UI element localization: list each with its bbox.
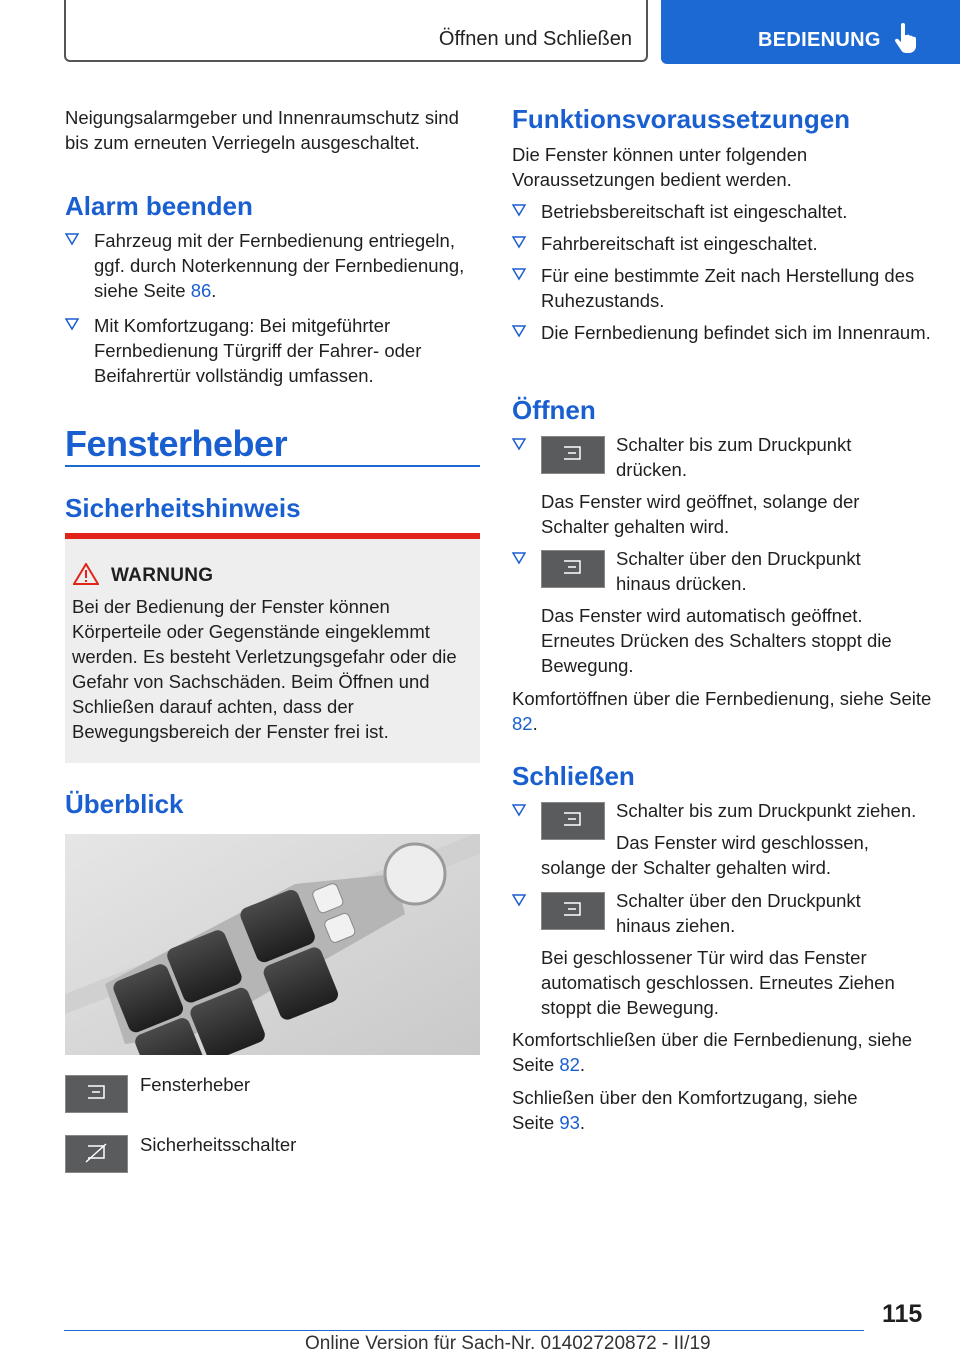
window-switch-icon (541, 550, 605, 588)
section-tab (661, 0, 960, 64)
triangle-bullet-icon (512, 235, 526, 249)
open-step-2: Schalter über den Druckpunkt hinaus drücken. (616, 548, 861, 594)
window-switch-photo (65, 834, 480, 1055)
chapter-heading: Fensterheber (65, 423, 288, 464)
page-link-93[interactable]: 93 (559, 1112, 580, 1133)
warning-title: WARNUNG (111, 565, 214, 586)
section-label: BEDIENUNG (758, 29, 881, 51)
window-switch-icon (541, 892, 605, 930)
chapter-header (64, 0, 648, 62)
triangle-bullet-icon (65, 317, 79, 331)
warning-triangle-icon (73, 563, 99, 585)
requirement-text: Für eine bestimmte Zeit nach Herstellung des Ruhezustands. (541, 265, 915, 311)
pointing-hand-icon (893, 23, 919, 53)
close-step-2-description: Bei geschlossener Tür wird das Fenster automatisch geschlossen. Erneutes Ziehen stoppt die Bewegung. (541, 947, 895, 1018)
warning-text: Bei der Bedienung der Fenster können Körperteile oder Gegenstände eingeklemmt werden. Es besteht Verletzungsgefahr oder die Gefahr von Sachschäden. Beim Öffnen und Schließen darauf achten, dass der Bewegungsbereich der Fenster frei ist. (72, 596, 457, 742)
requirement-item (512, 199, 941, 224)
triangle-bullet-icon (512, 437, 526, 451)
requirement-text: Betriebsbereitschaft ist eingeschaltet. (541, 201, 848, 222)
window-switch-icon (65, 1075, 128, 1113)
intro-paragraph: Neigungsalarmgeber und Innenraumschutz sind bis zum erneuten Verriegeln ausgeschaltet. (65, 107, 459, 153)
open-heading: Öffnen (512, 395, 596, 425)
requirement-item (512, 320, 941, 345)
safety-switch-icon (65, 1135, 128, 1173)
page-number: 115 (882, 1300, 923, 1328)
legend-window-lifter: Fensterheber (140, 1074, 251, 1095)
safety-heading: Sicherheitshinweis (65, 493, 301, 523)
comfort-open-note: Komfortöffnen über die Fernbedienung, siehe Seite 82. (512, 688, 932, 734)
alarm-step-1 (65, 228, 480, 303)
window-switch-icon (541, 436, 605, 474)
heading-rule (65, 465, 480, 467)
functional-requirements-heading: Funktionsvoraussetzungen (512, 104, 851, 134)
chapter-title: Öffnen und Schließen (438, 28, 632, 50)
requirement-item (512, 263, 941, 313)
functional-requirements-intro: Die Fenster können unter folgenden Voraussetzungen bedient werden. (512, 144, 808, 190)
alarm-step-1-text: Fahrzeug mit der Fernbedienung entriegeln, ggf. durch Noterkennung der Fernbedienung, siehe Seite (94, 230, 465, 301)
close-step-1: Schalter bis zum Druckpunkt ziehen. (616, 800, 917, 821)
page-link-82[interactable]: 82 (512, 713, 533, 734)
legend-safety-switch: Sicherheitsschalter (140, 1134, 297, 1155)
triangle-bullet-icon (512, 551, 526, 565)
comfort-close-note: Komfortschließen über die Fernbedienung, siehe Seite 82. (512, 1029, 913, 1075)
triangle-bullet-icon (512, 893, 526, 907)
open-step-2-description: Das Fenster wird automatisch geöffnet. Erneutes Drücken des Schalters stoppt die Bewegung. (541, 605, 892, 676)
page-link-86[interactable]: 86 (190, 280, 212, 301)
warning-box (65, 533, 480, 763)
requirement-text: Fahrbereitschaft ist eingeschaltet. (541, 233, 818, 254)
triangle-bullet-icon (512, 324, 526, 338)
requirement-text: Die Fernbedienung befindet sich im Innenraum. (541, 322, 931, 343)
open-step-1-description: Das Fenster wird geöffnet, solange der Schalter gehalten wird. (541, 491, 860, 537)
alarm-step-1-period: . (211, 280, 217, 301)
overview-heading: Überblick (65, 789, 184, 819)
alarm-step-2 (65, 313, 480, 388)
requirement-item (512, 231, 941, 256)
window-switch-panel-image (65, 834, 480, 1055)
close-heading: Schließen (512, 761, 635, 791)
open-step-1: Schalter bis zum Druckpunkt drücken. (616, 434, 852, 480)
alarm-heading: Alarm beenden (65, 191, 253, 221)
alarm-step-2-text: Mit Komfortzugang: Bei mitgeführter Fernbedienung Türgriff der Fahrer- oder Beifahrertür vollständig umfassen. (94, 315, 422, 386)
comfort-access-note: Schließen über den Komfortzugang, siehe Seite 93. (512, 1087, 858, 1133)
page-link-82[interactable]: 82 (559, 1054, 580, 1075)
footer-rule (64, 1330, 864, 1331)
triangle-bullet-icon (512, 803, 526, 817)
triangle-bullet-icon (65, 232, 79, 246)
triangle-bullet-icon (512, 267, 526, 281)
close-step-1-description: Das Fenster wird geschlossen, solange der Schalter gehalten wird. (541, 832, 869, 878)
close-step-2: Schalter über den Druckpunkt hinaus ziehen. (616, 890, 861, 936)
triangle-bullet-icon (512, 203, 526, 217)
footer-online-version: Online Version für Sach-Nr. 01402720872 - II/19 (305, 1333, 711, 1354)
